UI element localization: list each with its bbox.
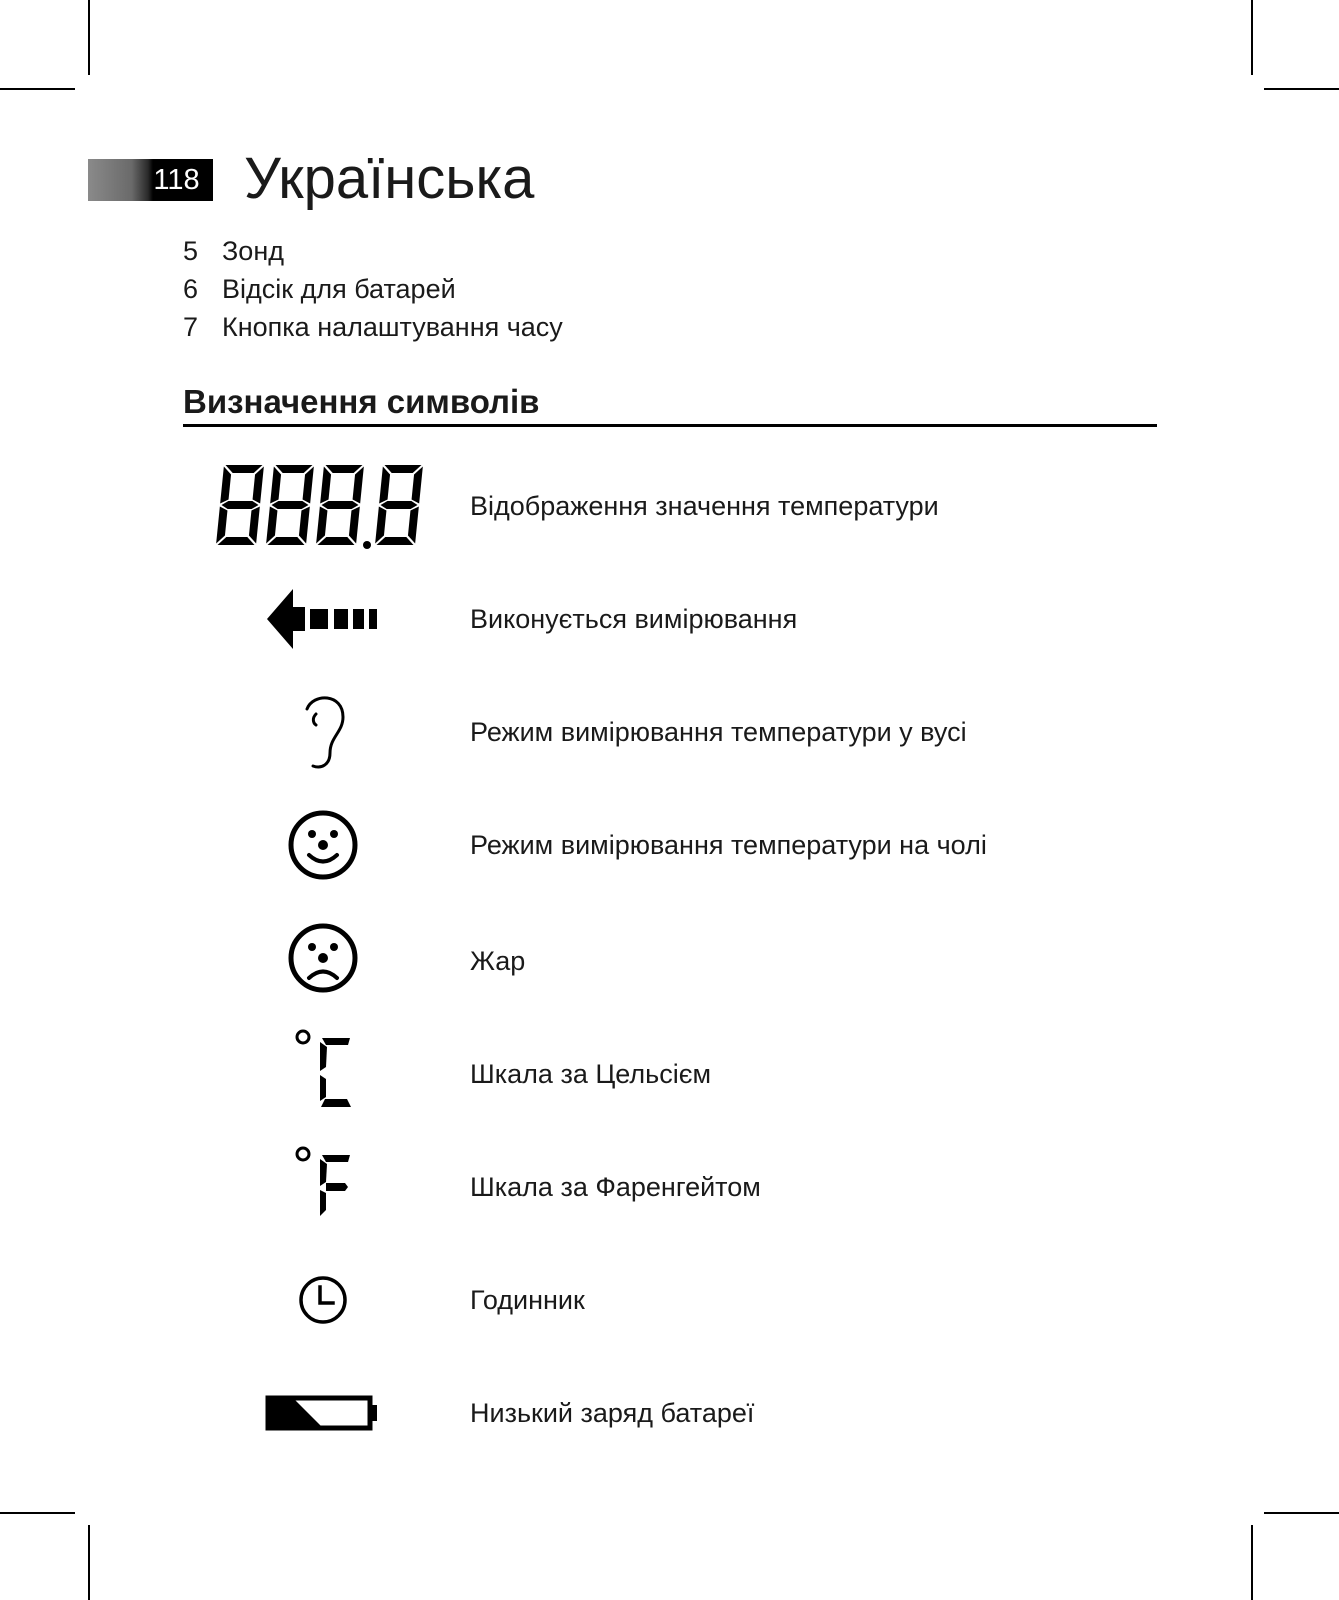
ear-icon — [183, 687, 463, 777]
clock-icon — [183, 1255, 463, 1345]
list-item-number: 6 — [183, 274, 199, 304]
list-item — [183, 232, 563, 270]
segment-display-8888-icon — [183, 461, 463, 551]
symbol-row — [183, 800, 1157, 890]
symbol-row — [183, 1368, 1157, 1458]
symbol-row — [183, 461, 1157, 551]
symbol-label: Годинник — [470, 1284, 585, 1315]
symbol-row — [183, 1142, 1157, 1232]
symbol-label: Виконується вимірювання — [470, 603, 798, 634]
list-item — [183, 270, 563, 308]
page-number: 118 — [153, 164, 200, 196]
parts-list — [183, 232, 563, 346]
symbol-label: Низький заряд батареї — [470, 1397, 755, 1428]
page-title: Українська — [244, 146, 535, 211]
sad-face-icon — [183, 916, 463, 1006]
crop-mark — [0, 88, 75, 90]
symbol-label: Режим вимірювання температури у вусі — [470, 716, 967, 747]
smiley-face-icon — [183, 800, 463, 890]
list-item-label: Зонд — [222, 236, 284, 266]
measuring-arrow-icon — [183, 574, 463, 664]
symbol-row — [183, 1255, 1157, 1345]
symbol-label: Жар — [470, 945, 526, 976]
crop-mark — [88, 1525, 90, 1600]
list-item-label: Відсік для батарей — [222, 274, 456, 304]
crop-mark — [1264, 1512, 1339, 1514]
symbol-label: Режим вимірювання температури на чолі — [470, 829, 987, 860]
crop-mark — [1251, 1525, 1253, 1600]
crop-mark — [1264, 88, 1339, 90]
list-item-label: Кнопка налаштування часу — [222, 312, 563, 342]
symbol-label: Шкала за Фаренгейтом — [470, 1171, 761, 1202]
symbol-label: Відображення значення температури — [470, 490, 939, 521]
symbol-row — [183, 1029, 1157, 1119]
symbol-row — [183, 574, 1157, 664]
celsius-icon — [183, 1029, 463, 1119]
section-heading: Визначення символів — [183, 380, 1157, 427]
list-item — [183, 308, 563, 346]
list-item-number: 7 — [183, 312, 199, 342]
low-battery-icon — [183, 1368, 463, 1458]
list-item-number: 5 — [183, 236, 199, 266]
fahrenheit-icon — [183, 1142, 463, 1232]
symbol-row — [183, 687, 1157, 777]
crop-mark — [88, 0, 90, 75]
symbol-row — [183, 916, 1157, 1006]
symbol-label: Шкала за Цельсієм — [470, 1058, 712, 1089]
crop-mark — [0, 1512, 75, 1514]
crop-mark — [1251, 0, 1253, 75]
